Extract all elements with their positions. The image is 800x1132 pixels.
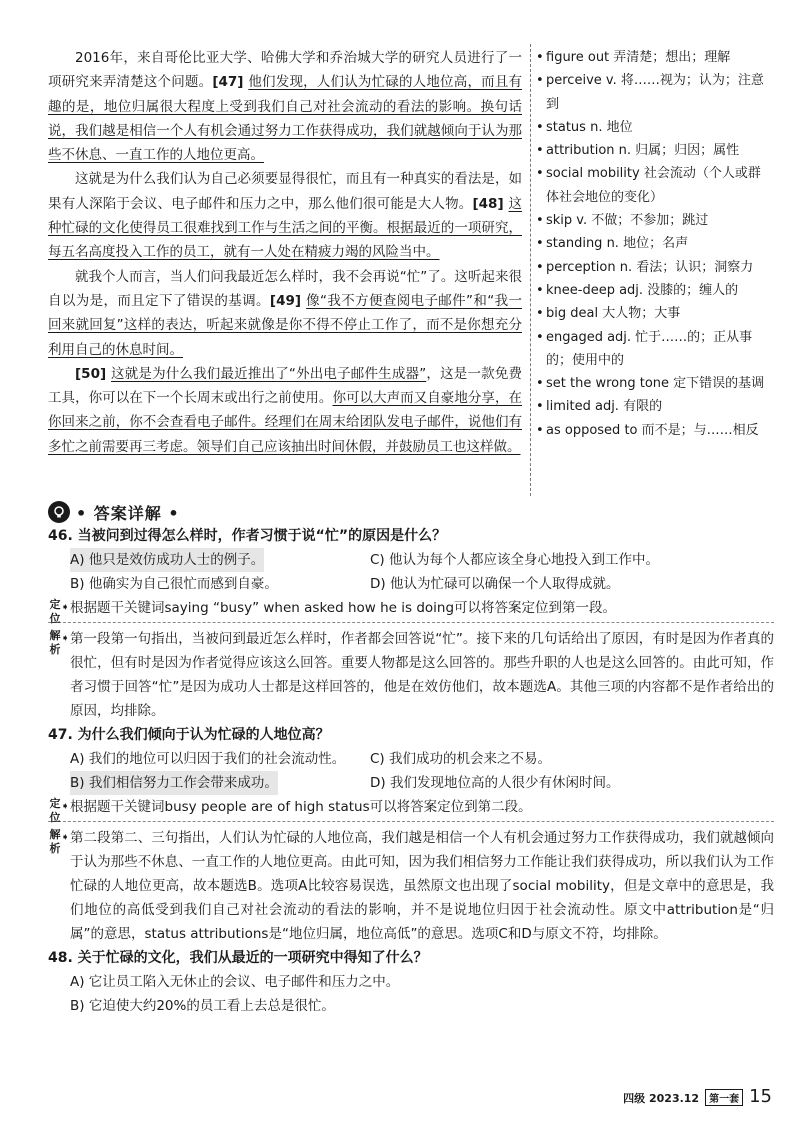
analysis-text: 第一段第一句指出，当被问到最近怎么样时，作者都会回答说“忙”。接下来的几句话给出了原因，有时是因为作者真的很忙，但有时是因为作者觉得应该这么回答。重要人物都是这么回答的。那些升职的人也是这么回答的。由此可知，作者习惯于回答“忙”是因为成功人士都是这样回答的，他是在效仿他们，故本题选A。其他三项的内容都不是作者给出的原因，均排除。 <box>70 631 774 719</box>
question-marker: [49] <box>269 292 307 309</box>
option-a: A) 我们的地位可以归因于我们的社会流动性。 <box>70 751 346 767</box>
locate-text: 根据题干关键词busy people are of high status可以将答案定位到第二段。 <box>70 799 532 815</box>
locate-text: 根据题干关键词saying “busy” when asked how he is doing可以将答案定位到第一段。 <box>70 600 617 616</box>
option-list <box>48 747 774 795</box>
arrow-icon: ➧ <box>61 633 70 644</box>
option-a: A) 它让员工陷入无休止的会议、电子邮件和压力之中。 <box>70 974 400 990</box>
option-a: A) 他只是效仿成功人士的例子。 <box>70 548 264 572</box>
option-b: B) 它迫使大约20%的员工看上去总是很忙。 <box>70 998 335 1014</box>
vocab-item: • knee-deep adj. 没膝的；缠人的 <box>536 279 772 302</box>
passage-text: 2016年，来自哥伦比亚大学、哈佛大学和乔治城大学的研究人员进行了一项研究来弄清楚这个问题。 <box>48 50 522 91</box>
vocab-item: • perception n. 看法；认识；洞察力 <box>536 256 772 279</box>
option-b: B) 我们相信努力工作会带来成功。 <box>70 771 278 795</box>
translation-paragraph <box>48 265 522 362</box>
vocab-item: • attribution n. 归属；归因；属性 <box>536 139 772 162</box>
analysis-note <box>48 826 774 946</box>
question-text: 47. 为什么我们倾向于认为忙碌的人地位高？ <box>48 727 330 743</box>
page-footer <box>623 1086 772 1107</box>
question-46 <box>48 524 774 723</box>
analysis-text: 第二段第二、三句指出，人们认为忙碌的人地位高，我们越是相信一个人有机会通过努力工作获得成功，我们就越倾向于认为那些不休息、一直工作的人地位更高。由此可知，因为我们相信努力工作能让我们获得成功，所以我们认为工作忙碌的人地位更高，故本题选B。选项A比较容易误选，虽然原文也出现了social mobility，但是文章中的意思是，我们地位的高低受到我们自己对社会流动的看法的影响，并不是说地位归因于社会流动性。原文中attribution是“归属”的意思，status attributions是“地位归属，地位高低”的意思。选项C和D与原文不符，均排除。 <box>70 830 774 942</box>
answer-explanations <box>48 524 774 1018</box>
passage-text: 就我个人而言，当人们问我最近怎么样时，我不会再说“忙”了。这听起来很自以为是，而且定下了错误的基调。 <box>48 268 522 309</box>
lightbulb-icon <box>48 501 70 523</box>
option-d: D) 他认为忙碌可以确保一个人取得成就。 <box>370 576 620 592</box>
passage-text: ，这是一款免费工具，你可以在下一个长周末或出行之前使用。 <box>48 365 522 407</box>
question-48 <box>48 946 774 1018</box>
locate-note <box>48 795 774 822</box>
passage-text: 他们发现，人们认为忙碌的人地位高，而且有趣的是，地位归属很大程度上受到我们自己对社会流动的看法的影响。换句话说，我们越是相信一个人有机会通过努力工作获得成功，我们就越倾向于认为那些不休息、一直工作的人地位更高。 <box>48 74 523 164</box>
vocab-item: • skip v. 不做；不参加；跳过 <box>536 209 772 232</box>
analyze-label: 解 析 <box>49 828 61 855</box>
translation-passage <box>48 46 522 459</box>
option-list <box>48 970 774 1018</box>
analyze-label: 解 析 <box>49 629 61 656</box>
vocab-item: • as opposed to 而不是；与……相反 <box>536 419 772 442</box>
locate-note <box>48 596 774 623</box>
question-text: 46. 当被问到过得怎么样时，作者习惯于说“忙”的原因是什么？ <box>48 528 447 544</box>
passage-text: 这就是为什么我们认为自己必须要显得很忙，而且有一种真实的看法是，如果有人深陷于会议、电子邮件和压力之中，那么他们很可能是大人物。 <box>48 171 522 212</box>
option-b: B) 他确实为自己很忙而感到自豪。 <box>70 576 278 592</box>
passage-text: 这就是为什么我们最近推出了“外出电子邮件生成器” <box>111 365 427 382</box>
translation-paragraph <box>48 167 522 264</box>
question-marker: [50] <box>75 365 112 382</box>
section-title: • 答案详解 • <box>76 503 180 523</box>
option-list <box>48 548 774 596</box>
locate-label: 定 位 <box>49 598 61 625</box>
question-47 <box>48 723 774 946</box>
passage-text: 你可以大声而又自豪地分享，在你回来之前，你不会查看电子邮件。经理们在周末给团队发电子邮件，说他们有多忙之前需要再三考虑。领导们自己应该抽出时间休假，并鼓励员工也这样做。 <box>48 390 523 455</box>
vocab-item: • status n. 地位 <box>536 116 772 139</box>
passage-text: 这种忙碌的文化使得员工很难找到工作与生活之间的平衡。根据最近的一项研究，每五名高度投入工作的员工，就有一人处在精疲力竭的风险当中。 <box>48 195 523 261</box>
arrow-icon: ➧ <box>61 801 70 812</box>
column-divider <box>530 44 531 496</box>
vocab-item: • engaged adj. 忙于……的；正从事的；使用中的 <box>536 326 772 373</box>
option-d: D) 我们发现地位高的人很少有休闲时间。 <box>370 775 620 791</box>
vocabulary-list <box>536 46 772 442</box>
option-c: C) 我们成功的机会来之不易。 <box>370 751 551 767</box>
vocab-item: • social mobility 社会流动（个人或群体社会地位的变化） <box>536 162 772 209</box>
vocab-item: • perceive v. 将……视为；认为；注意到 <box>536 69 772 116</box>
issue-label: 四级 2023.12 <box>623 1092 700 1105</box>
translation-paragraph <box>48 46 522 167</box>
arrow-icon: ➧ <box>61 832 70 843</box>
vocab-item: • standing n. 地位；名声 <box>536 232 772 255</box>
translation-paragraph <box>48 362 522 459</box>
option-c: C) 他认为每个人都应该全身心地投入到工作中。 <box>370 552 659 568</box>
arrow-icon: ➧ <box>61 602 70 613</box>
question-text: 48. 关于忙碌的文化，我们从最近的一项研究中得知了什么？ <box>48 950 428 966</box>
analysis-note <box>48 627 774 723</box>
locate-label: 定 位 <box>49 797 61 824</box>
vocab-item: • big deal 大人物；大事 <box>536 302 772 325</box>
set-label: 第一套 <box>705 1089 743 1106</box>
question-marker: [47] <box>212 74 249 91</box>
passage-text: 像“我不方便查阅电子邮件”和“我一回来就回复”这样的表达，听起来就像是你不得不停止工作了，而不是你想充分利用自己的休息时间。 <box>48 292 523 358</box>
answer-section-header <box>48 500 180 524</box>
vocab-item: • limited adj. 有限的 <box>536 395 772 418</box>
vocab-item: • figure out 弄清楚；想出；理解 <box>536 46 772 69</box>
page-number: 15 <box>749 1086 772 1107</box>
question-marker: [48] <box>472 195 509 212</box>
vocab-item: • set the wrong tone 定下错误的基调 <box>536 372 772 395</box>
